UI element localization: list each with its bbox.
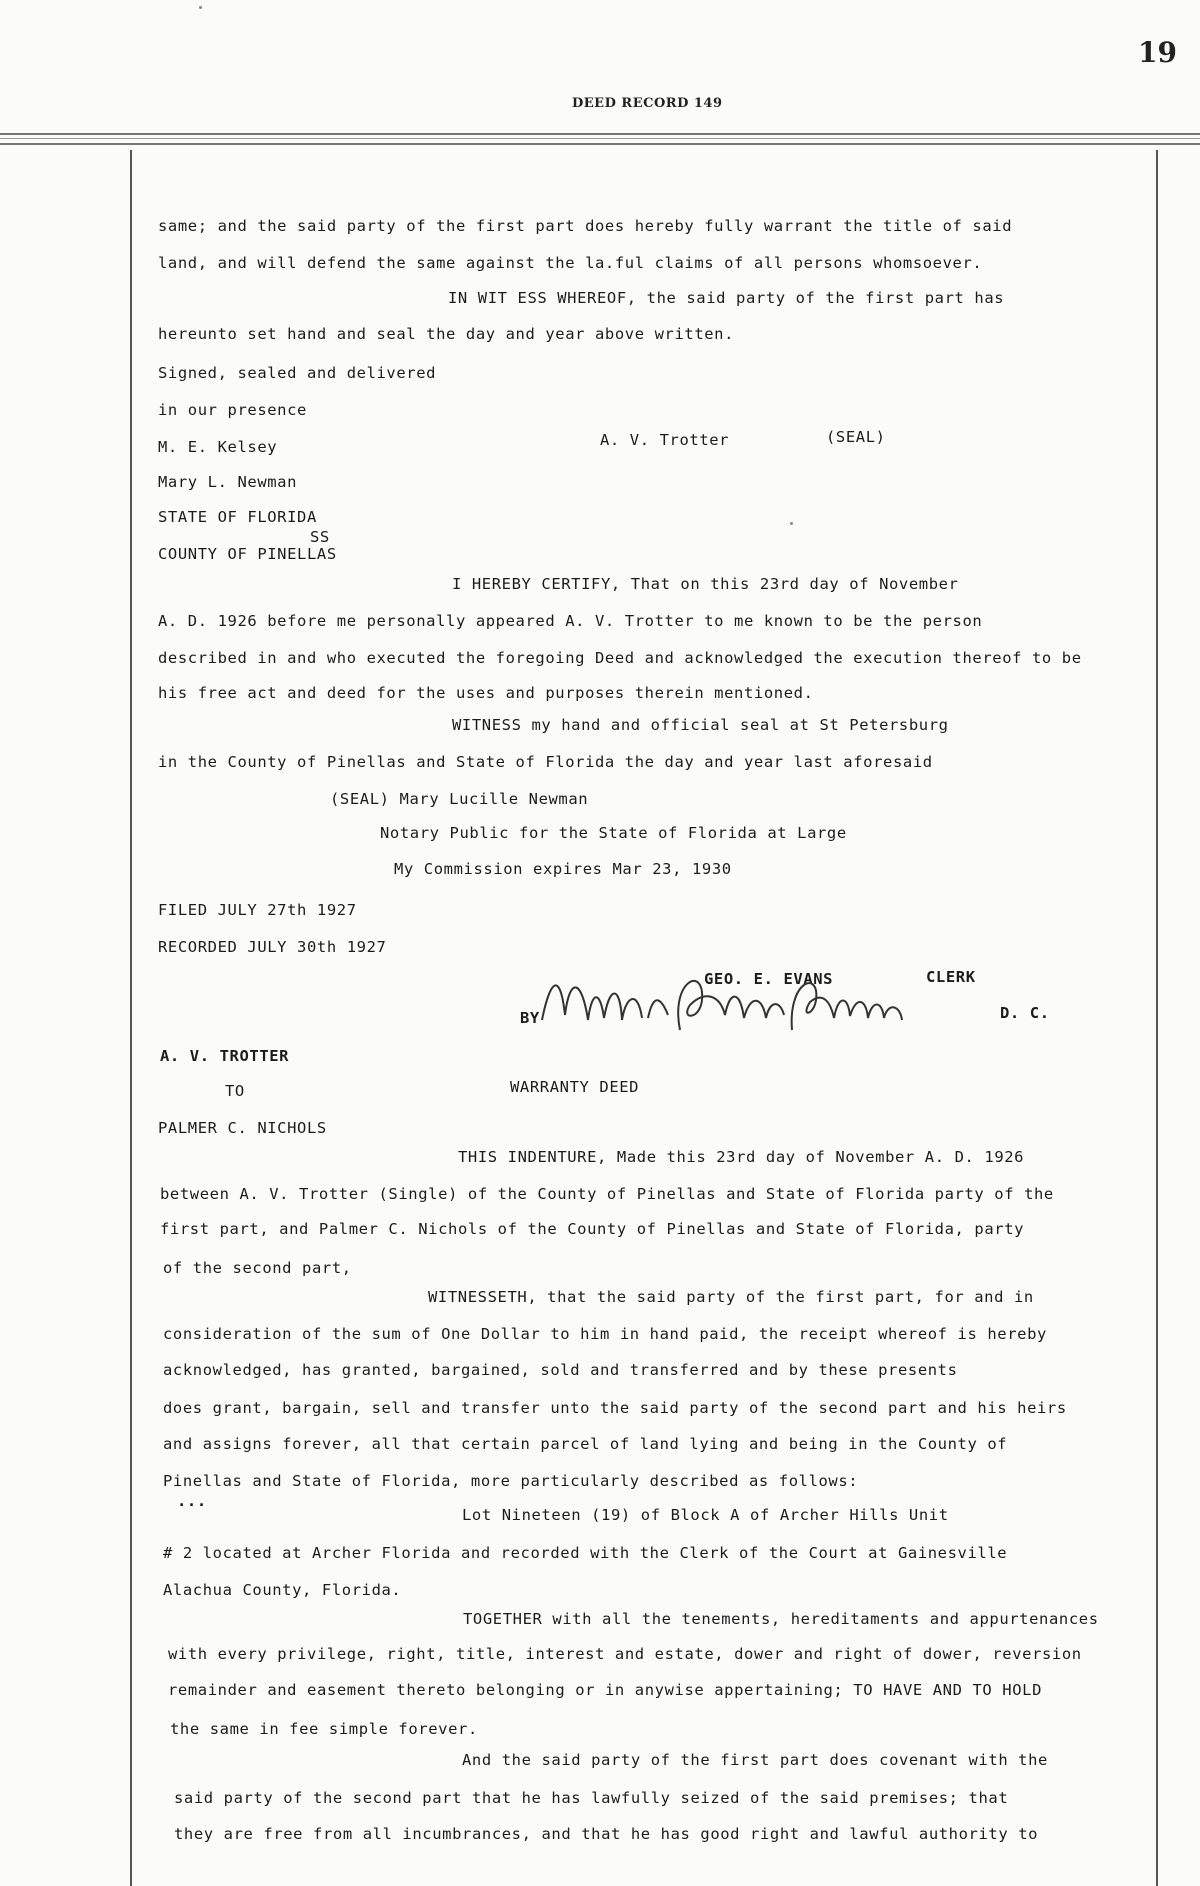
text-line: Alachua County, Florida.	[163, 1581, 402, 1599]
venue-county: COUNTY OF PINELLAS	[158, 545, 337, 563]
grantor-name: A. V. TROTTER	[160, 1047, 290, 1065]
text-line: in our presence	[158, 401, 307, 419]
text-line: same; and the said party of the first part does hereby fully warrant the title of said	[158, 217, 1013, 235]
to-label: TO	[225, 1082, 245, 1100]
venue-state: STATE OF FLORIDA	[158, 508, 317, 526]
text-line: land, and will defend the same against the la.ful claims of all persons whomsoever.	[158, 254, 983, 272]
text-line: # 2 located at Archer Florida and recorded with the Clerk of the Court at Gainesville	[163, 1544, 1008, 1562]
venue-ss: SS	[310, 528, 330, 546]
text-line: WITNESS my hand and official seal at St Petersburg	[452, 716, 949, 734]
clerk-signature-image	[530, 960, 930, 1050]
text-line: first part, and Palmer C. Nichols of the County of Pinellas and State of Florida, party	[160, 1220, 1025, 1238]
text-line: Lot Nineteen (19) of Block A of Archer Hills Unit	[462, 1506, 949, 1524]
text-line: hereunto set hand and seal the day and year above written.	[158, 325, 735, 343]
notary-title: Notary Public for the State of Florida at Large	[380, 824, 847, 842]
left-margin-line	[130, 150, 132, 1886]
page-number: 19	[1138, 36, 1177, 69]
text-line: of the second part,	[163, 1259, 352, 1277]
header-rule	[0, 138, 1200, 139]
grantor-signature: A. V. Trotter	[600, 431, 730, 449]
text-line: And the said party of the first part does covenant with the	[462, 1751, 1048, 1769]
text-line: WITNESSETH, that the said party of the first part, for and in	[428, 1288, 1034, 1306]
text-line: between A. V. Trotter (Single) of the County of Pinellas and State of Florida party of the	[160, 1185, 1054, 1203]
text-line: in the County of Pinellas and State of Florida the day and year last aforesaid	[158, 753, 933, 771]
clerk-name: GEO. E. EVANS	[704, 970, 834, 988]
text-line: with every privilege, right, title, interest and estate, dower and right of dower, reversion	[168, 1645, 1082, 1663]
text-line: acknowledged, has granted, bargained, sold and transferred and by these presents	[163, 1361, 958, 1379]
text-line: they are free from all incumbrances, and that he has good right and lawful authority to	[174, 1825, 1039, 1843]
seal-mark: (SEAL)	[826, 428, 886, 446]
text-line: I HEREBY CERTIFY, That on this 23rd day of November	[452, 575, 959, 593]
witness-name: Mary L. Newman	[158, 473, 298, 491]
clerk-title: CLERK	[926, 968, 976, 986]
text-line: his free act and deed for the uses and purposes therein mentioned.	[158, 684, 814, 702]
by-label: BY	[520, 1009, 540, 1027]
header-rule	[0, 143, 1200, 145]
text-line: consideration of the sum of One Dollar to him in hand paid, the receipt whereof is hereby	[163, 1325, 1047, 1343]
text-line: THIS INDENTURE, Made this 23rd day of November A. D. 1926	[458, 1148, 1025, 1166]
text-line: IN WIT ESS WHEREOF, the said party of the first part has	[448, 289, 1005, 307]
document-type: WARRANTY DEED	[510, 1078, 640, 1096]
text-line: A. D. 1926 before me personally appeared A. V. Trotter to me known to be the person	[158, 612, 983, 630]
text-line: said party of the second part that he has lawfully seized of the said premises; that	[174, 1789, 1009, 1807]
ellipsis-mark: ...	[177, 1492, 207, 1510]
text-line: remainder and easement thereto belonging or in anywise appertaining; TO HAVE AND TO HOLD	[168, 1681, 1042, 1699]
text-line: described in and who executed the foregoing Deed and acknowledged the execution thereof to be	[158, 649, 1082, 667]
deputy-clerk-label: D. C.	[1000, 1004, 1050, 1022]
grantee-name: PALMER C. NICHOLS	[158, 1119, 327, 1137]
notary-signature: (SEAL) Mary Lucille Newman	[330, 790, 589, 808]
text-line: TOGETHER with all the tenements, hereditaments and appurtenances	[463, 1610, 1099, 1628]
recorded-date: RECORDED JULY 30th 1927	[158, 938, 387, 956]
text-line: Signed, sealed and delivered	[158, 364, 437, 382]
text-line: the same in fee simple forever.	[170, 1720, 478, 1738]
speck	[790, 522, 793, 525]
speck	[199, 6, 202, 9]
right-margin-line	[1156, 150, 1158, 1886]
header-rule	[0, 133, 1200, 135]
witness-name: M. E. Kelsey	[158, 438, 278, 456]
text-line: Pinellas and State of Florida, more particularly described as follows:	[163, 1472, 859, 1490]
page-header: DEED RECORD 149	[572, 96, 723, 111]
notary-commission: My Commission expires Mar 23, 1930	[394, 860, 732, 878]
text-line: does grant, bargain, sell and transfer unto the said party of the second part and his heirs	[163, 1399, 1067, 1417]
filed-date: FILED JULY 27th 1927	[158, 901, 357, 919]
text-line: and assigns forever, all that certain parcel of land lying and being in the County of	[163, 1435, 1008, 1453]
